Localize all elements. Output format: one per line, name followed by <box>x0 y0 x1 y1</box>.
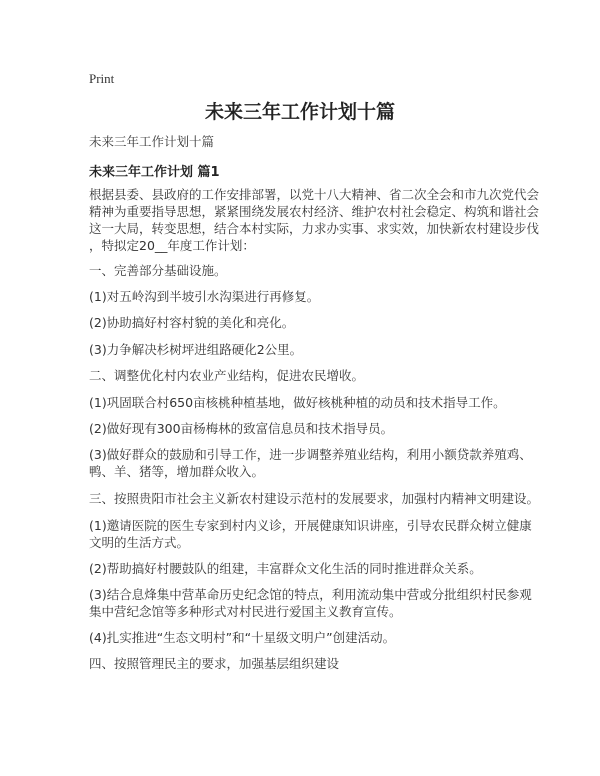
plan-item-line: (2)协助搞好村容村貌的美化和亮化。 <box>89 315 295 330</box>
plan-item-line: (1)邀请医院的医生专家到村内义诊，开展健康知识讲座，引导农民群众树立健康 <box>89 518 532 533</box>
plan-item <box>89 586 532 620</box>
intro-line: ，特拟定20__年度工作计划： <box>89 238 255 253</box>
intro-line: 根据县委、县政府的工作安排部署，以党十八大精神、省二次全会和市九次党代会 <box>89 187 540 202</box>
plan-item-line: (3)做好群众的鼓励和引导工作，进一步调整养殖业结构，利用小额贷款养殖鸡、 <box>89 447 532 462</box>
plan-item-line: 二、调整优化村内农业产业结构，促进农民增收。 <box>89 368 365 383</box>
plan-item <box>89 490 540 507</box>
plan-item <box>89 314 519 331</box>
plan-item-line: (2)做好现有300亩杨梅林的致富信息员和技术指导员。 <box>89 421 394 436</box>
intro-paragraph <box>89 186 540 254</box>
plan-item <box>89 341 519 358</box>
plan-item-line: (1)对五岭沟到半坡引水沟渠进行再修复。 <box>89 289 320 304</box>
section-heading: 未来三年工作计划 篇1 <box>89 165 220 180</box>
plan-item <box>89 517 532 551</box>
print-link[interactable]: Print <box>89 71 115 86</box>
plan-item-line: 四、按照管理民主的要求，加强基层组织建设 <box>89 656 340 671</box>
plan-item-line: 鸭、羊、猪等，增加群众收入。 <box>89 464 265 479</box>
plan-item <box>89 420 519 437</box>
page-title: 未来三年工作计划十篇 <box>204 101 395 123</box>
plan-item <box>89 655 519 672</box>
plan-item-line: 文明的生活方式。 <box>89 535 190 550</box>
document-subtitle: 未来三年工作计划十篇 <box>89 134 215 149</box>
plan-item-line: 集中营纪念馆等多种形式对村民进行爱国主义教育宣传。 <box>89 604 402 619</box>
plan-item <box>89 446 532 480</box>
plan-item-line: (3)力争解决杉树坪进组路硬化2公里。 <box>89 342 303 357</box>
plan-item-line: (4)扎实推进“生态文明村”和“十星级文明户”创建活动。 <box>89 630 396 645</box>
plan-item <box>89 262 519 279</box>
intro-line: 这一大局，转变思想，结合本村实际，力求办实事、求实效，加快新农村建设步伐 <box>89 221 540 236</box>
plan-item-line: (2)帮助搞好村腰鼓队的组建，丰富群众文化生活的同时推进群众关系。 <box>89 561 482 576</box>
plan-item-line: 三、按照贵阳市社会主义新农村建设示范村的发展要求，加强村内精神文明建设。 <box>89 491 540 506</box>
plan-item <box>89 394 519 411</box>
plan-item <box>89 288 519 305</box>
plan-item <box>89 367 519 384</box>
intro-line: 精神为重要指导思想，紧紧围绕发展农村经济、维护农村社会稳定、构筑和谐社会 <box>89 204 540 219</box>
plan-item-line: (3)结合息烽集中营革命历史纪念馆的特点，利用流动集中营或分批组织村民参观 <box>89 587 532 602</box>
plan-item <box>89 560 519 577</box>
plan-item-line: 一、完善部分基础设施。 <box>89 263 227 278</box>
plan-item-line: (1)巩固联合村650亩核桃种植基地，做好核桃种植的动员和技术指导工作。 <box>89 395 506 410</box>
plan-item <box>89 629 519 646</box>
